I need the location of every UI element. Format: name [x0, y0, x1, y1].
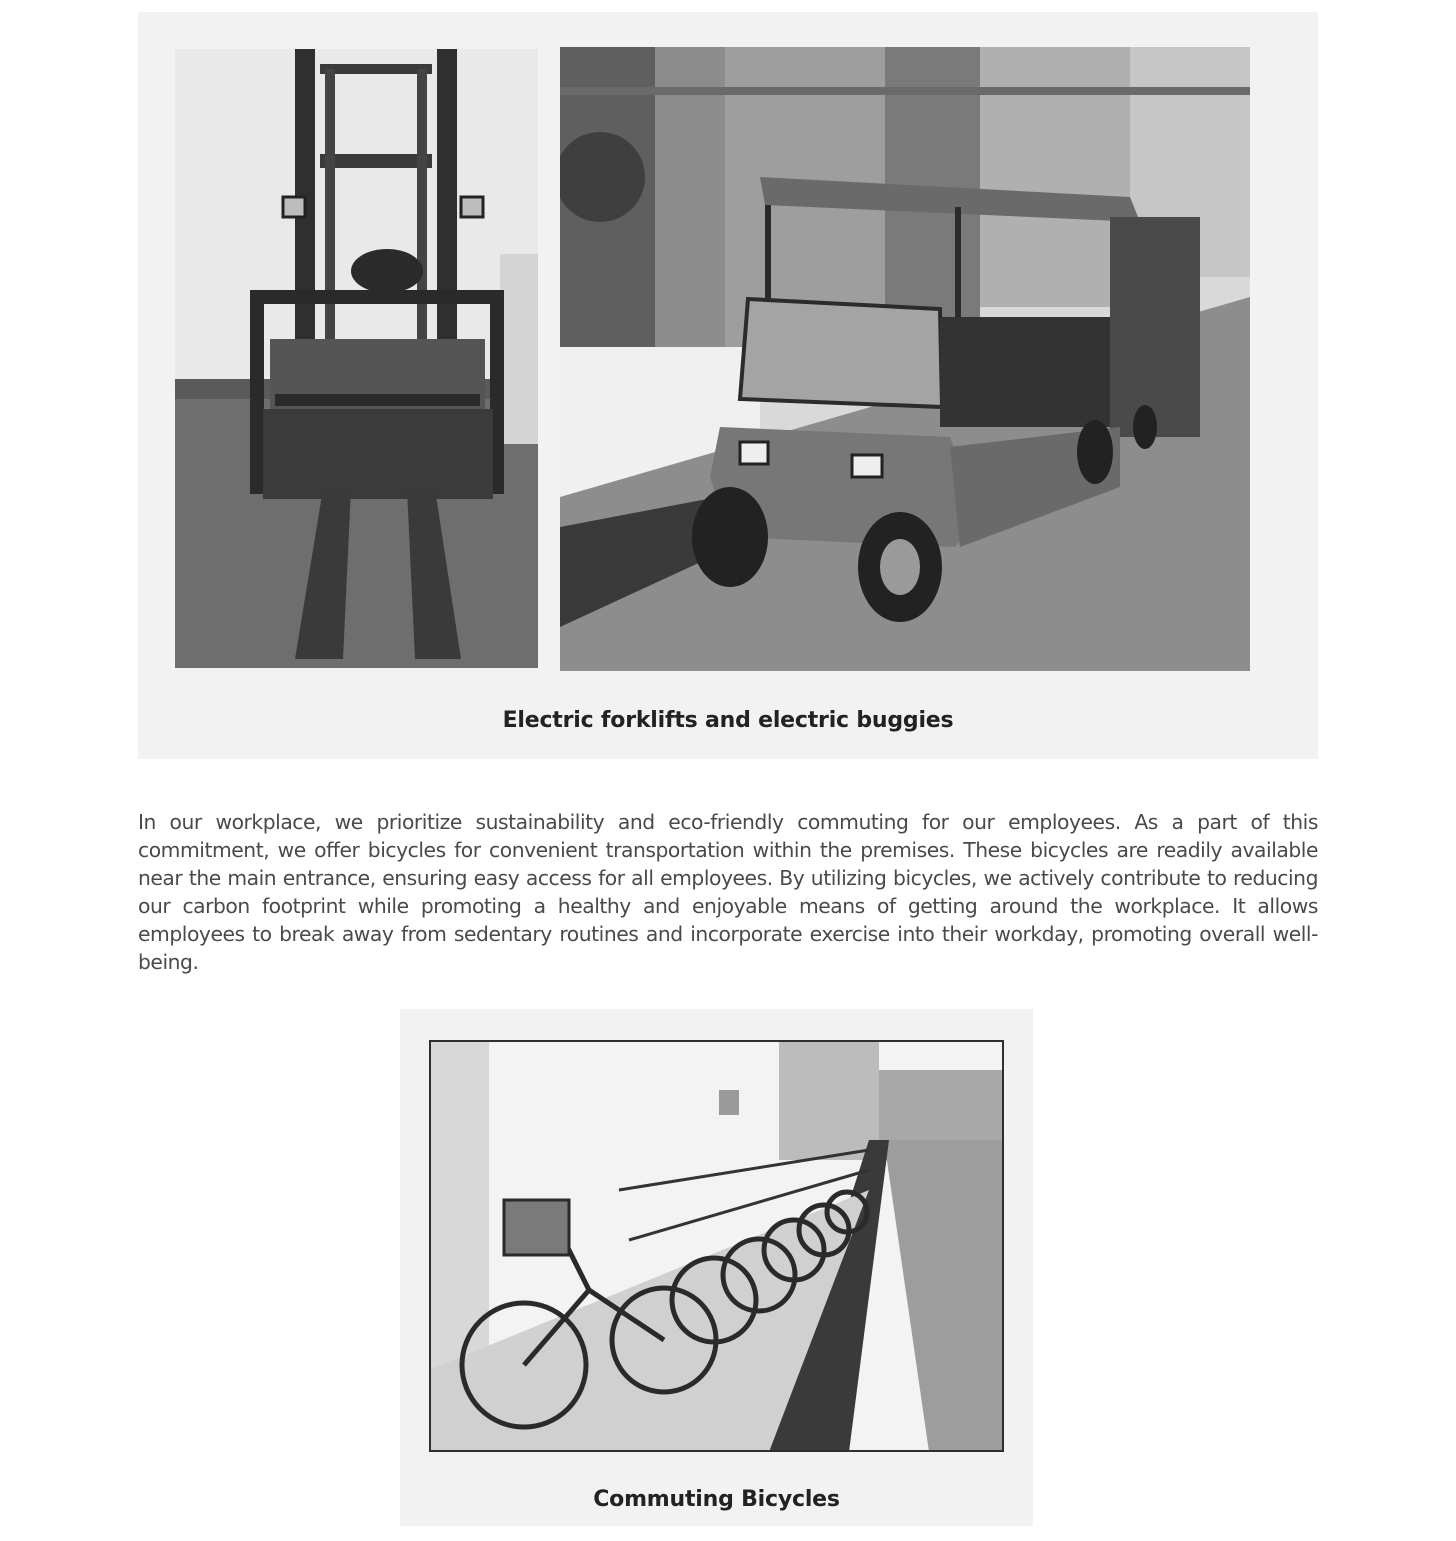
forklift-photo: [175, 49, 538, 668]
bicycles-photo: [429, 1040, 1004, 1452]
vehicles-caption: Electric forklifts and electric buggies: [502, 708, 954, 733]
bicycles-caption: Commuting Bicycles: [593, 1487, 840, 1512]
bicycles-figure: [400, 1009, 1033, 1526]
buggy-illustration: [560, 47, 1250, 671]
vehicles-figure: [138, 12, 1318, 759]
forklift-illustration: [175, 49, 538, 668]
sustainability-paragraph: In our workplace, we prioritize sustainability and eco-friendly commuting for our employees. As a part of this commitment, we offer bicycles for convenient transportation within the premises. These bicycles are readily available near the main entrance, ensuring easy access for all employees. By utilizing bicycles, we actively contribute to reducing our carbon footprint while promoting a healthy and enjoyable means of getting around the workplace. It allows employees to break away from sedentary routines and incorporate exercise into their workday, promoting overall well-being.: [138, 810, 1318, 974]
bicycles-illustration: [429, 1040, 1004, 1452]
buggy-photo: [560, 47, 1250, 671]
